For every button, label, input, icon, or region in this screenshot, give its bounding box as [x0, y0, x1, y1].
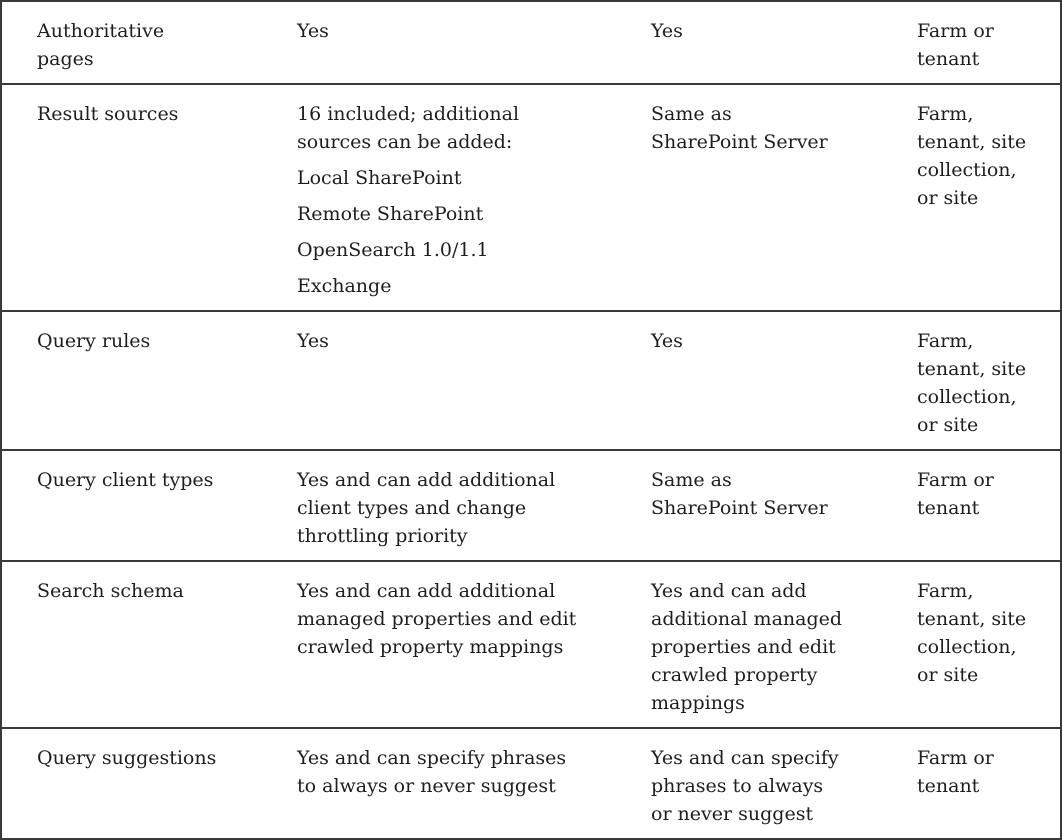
server-value: Yes and can add additional client types and change throttling priority	[297, 469, 556, 547]
feature-name: Query client types	[37, 469, 214, 491]
scope-value: Farm or tenant	[917, 469, 994, 519]
scope-cell	[911, 1, 1061, 84]
scope-value: Farm, tenant, site collection, or site	[917, 103, 1027, 209]
feature-cell	[1, 561, 291, 728]
online-cell	[645, 1, 911, 84]
online-value: Same as SharePoint Server	[651, 103, 828, 153]
scope-value: Farm or tenant	[917, 20, 994, 70]
scope-value: Farm, tenant, site collection, or site	[917, 330, 1027, 436]
table-row-query-suggestions	[1, 728, 1061, 839]
source-item-local-sharepoint: Local SharePoint	[297, 167, 462, 189]
online-value: Same as SharePoint Server	[651, 469, 828, 519]
online-value: Yes	[651, 330, 683, 352]
online-value: Yes and can specify phrases to always or never suggest	[651, 747, 839, 825]
scope-cell	[911, 84, 1061, 311]
feature-name: Query suggestions	[37, 747, 217, 769]
feature-cell	[1, 84, 291, 311]
server-cell	[291, 450, 645, 561]
table-row-result-sources	[1, 84, 1061, 311]
scope-cell	[911, 728, 1061, 839]
scope-cell	[911, 311, 1061, 450]
scope-value: Farm or tenant	[917, 747, 994, 797]
online-value: Yes and can add additional managed properties and edit crawled property mappings	[651, 580, 843, 714]
feature-name: Authoritative pages	[37, 20, 165, 70]
table-body	[1, 1, 1061, 839]
scope-value: Farm, tenant, site collection, or site	[917, 580, 1027, 686]
feature-cell	[1, 1, 291, 84]
source-item-opensearch: OpenSearch 1.0/1.1	[297, 239, 489, 261]
server-value: Yes	[297, 330, 329, 352]
source-item-remote-sharepoint: Remote SharePoint	[297, 203, 484, 225]
table-row-query-client-types	[1, 450, 1061, 561]
server-cell	[291, 1, 645, 84]
server-cell	[291, 311, 645, 450]
source-item-exchange: Exchange	[297, 275, 392, 297]
server-value: Yes	[297, 20, 329, 42]
feature-name: Result sources	[37, 103, 179, 125]
server-cell	[291, 561, 645, 728]
feature-cell	[1, 728, 291, 839]
server-value: 16 included; additional sources can be added:	[297, 103, 520, 153]
scope-cell	[911, 450, 1061, 561]
online-value: Yes	[651, 20, 683, 42]
feature-name: Query rules	[37, 330, 151, 352]
server-cell	[291, 84, 645, 311]
online-cell	[645, 84, 911, 311]
server-value: Yes and can add additional managed properties and edit crawled property mappings	[297, 580, 577, 658]
scope-cell	[911, 561, 1061, 728]
server-cell	[291, 728, 645, 839]
online-cell	[645, 311, 911, 450]
feature-cell	[1, 311, 291, 450]
online-cell	[645, 450, 911, 561]
table-row-authoritative-pages	[1, 1, 1061, 84]
table-row-query-rules	[1, 311, 1061, 450]
feature-cell	[1, 450, 291, 561]
online-cell	[645, 728, 911, 839]
table-row-search-schema	[1, 561, 1061, 728]
feature-name: Search schema	[37, 580, 184, 602]
server-value: Yes and can specify phrases to always or never suggest	[297, 747, 567, 797]
online-cell	[645, 561, 911, 728]
